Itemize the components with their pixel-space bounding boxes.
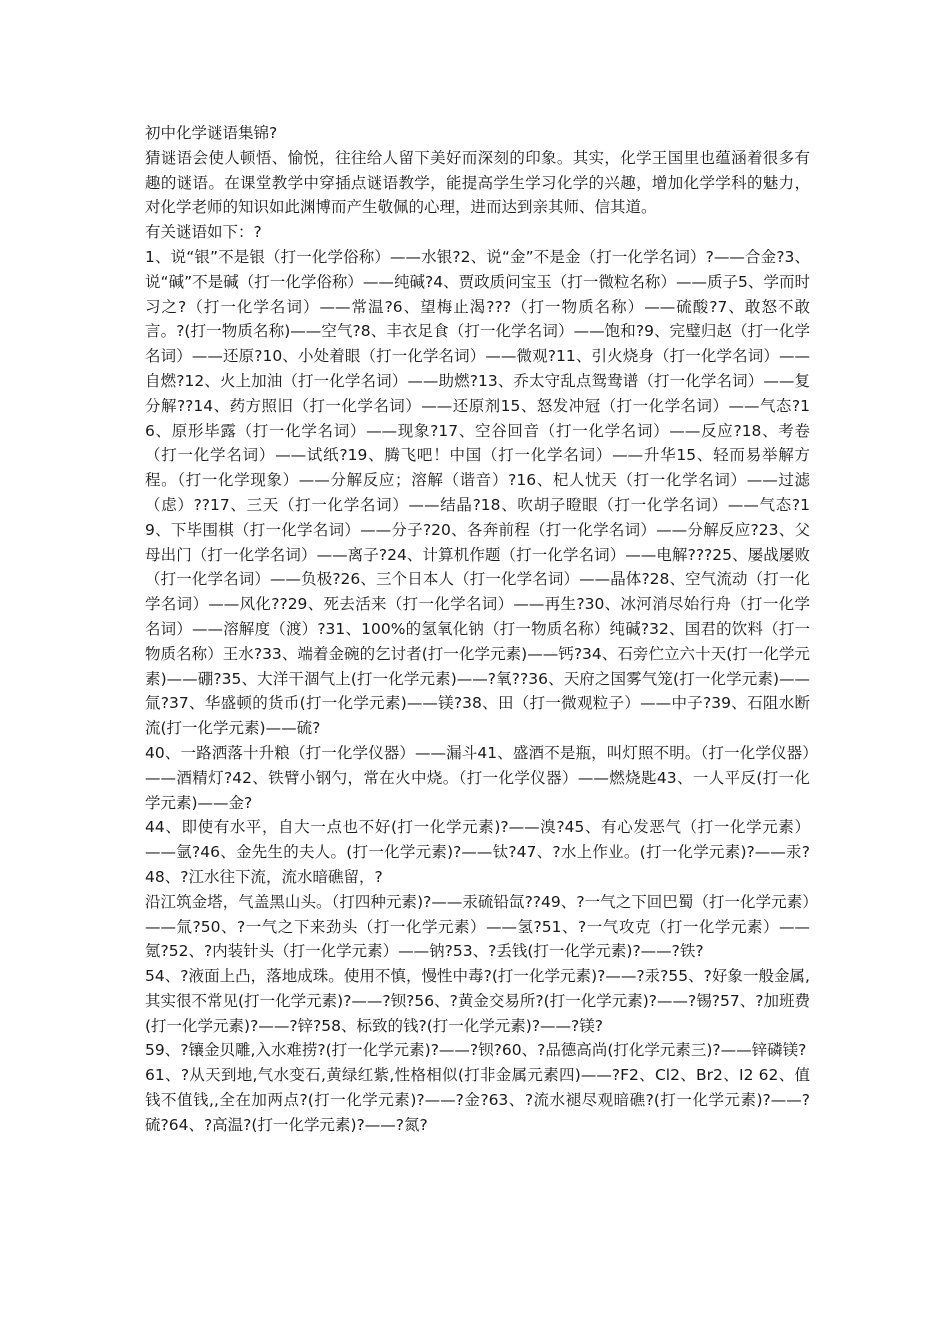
- riddle-paragraph: 沿江筑金塔，气盖黑山头。（打四种元素)?——汞硫铅氙??49、?一气之下回巴蜀（打一化学元素）——氚?50、?一气之下来劲头（打一化学元素）——氢?51、?一气攻克（打一化学元素）——氪?52、?内装针头（打一化学元素）——钠?53、?丢钱(打一化学元素)?——?铁?: [145, 892, 810, 961]
- riddle-paragraph: 40、一路洒落十升粮（打一化学仪器）——漏斗41、盛酒不是瓶，叫灯照不明。（打一化学仪器）——酒精灯?42、铁臂小钢勺，常在火中烧。（打一化学仪器）——燃烧匙43、一人平反(打一化学元素)——金?: [145, 743, 810, 812]
- riddle-paragraph: 61、?从天到地,气水变石,黄绿红紫,性格相似(打非金属元素四)——?F2、Cl2、Br2、I2 62、值钱不值钱,,全在加两点?(打一化学元素)?——?金?63、?流水褪尽观暗礁?(打一化学元素)?——?硫?64、?高温?(打一化学元素)?——?氮?: [145, 1066, 810, 1134]
- riddle-paragraph: 59、?镶金贝雕,入水难捞?(打一化学元素)?——?钡?60、?品德高尚(打化学元素三)?——锌磷镁?: [145, 1041, 807, 1060]
- intro-paragraph: 猜谜语会使人顿悟、愉悦，往往给人留下美好而深刻的印象。其实，化学王国里也蕴涵着很多有趣的谜语。在课堂教学中穿插点谜语教学，能提高学生学习化学的兴趣，增加化学学科的魅力，对化学老师的知识如此渊博而产生敬佩的心理，进而达到亲其师、信其道。: [145, 148, 810, 217]
- riddle-paragraph: 44、即使有水平，自大一点也不好(打一化学元素)?——溴?45、有心发恶气（打一化学元素）——氩?46、金先生的夫人。(打一化学元素)?——钛?47、?水上作业。(打一化学元素)?——汞?48、?江水往下流，流水暗礁留，?: [145, 818, 810, 886]
- document-body: [145, 121, 810, 1138]
- document-title: 初中化学谜语集锦?: [145, 124, 278, 142]
- riddle-paragraph: 54、?液面上凸，落地成珠。使用不慎，慢性中毒?(打一化学元素)?——?汞?55、?好象一般金属,其实很不常见(打一化学元素)?——?钡?56、?黄金交易所?(打一化学元素)?——?锡?57、?加班费(打一化学元素)?——?锌?58、标致的钱?(打一化学元素)?——?镁?: [145, 967, 810, 1035]
- riddle-paragraph: 1、说“银”不是银（打一化学俗称）——水银?2、说“金”不是金（打一化学名词）?——合金?3、说“碱”不是碱（打一化学俗称）——纯碱?4、贾政质问宝玉（打一微粒名称）——质子5、学而时习之?（打一化学名词）——常温?6、望梅止渴???（打一物质名称）——硫酸?7、敢怒不敢言。?(打一物质名称)——空气?8、丰衣足食（打一化学名词）——饱和?9、完璧归赵（打一化学名词）——还原?10、小处着眼（打一化学名词）——微观?11、引火烧身（打一化学名词）——自燃?12、火上加油（打一化学名词）——助燃?13、乔太守乱点鸳鸯谱（打一化学名词）——复分解??14、药方照旧（打一化学名词）——还原剂15、怒发冲冠（打一化学名词）——气态?16、原形毕露（打一化学名词）——现象?17、空谷回音（打一化学名词）——反应?18、考卷（打一化学名词）——试纸?19、腾飞吧！中国（打一化学名词）——升华15、轻而易举解方程。（打一化学现象）——分解反应；溶解（谐音）?16、杞人忧天（打一化学名词）——过滤（虑）??17、三天（打一化学名词）——结晶?18、吹胡子瞪眼（打一化学名词）——气态?19、下毕围棋（打一化学名词）——分子?20、各奔前程（打一化学名词）——分解反应?23、父母出门（打一化学名词）——离子?24、计算机作题（打一化学名词）——电解???25、屡战屡败（打一化学名词）——负极?26、三个日本人（打一化学名词）——晶体?28、空气流动（打一化学名词）——风化??29、死去活来（打一化学名词）——再生?30、冰河消尽始行舟（打一化学名词）——溶解度（渡）?31、100%的氢氧化钠（打一物质名称）纯碱?32、国君的饮料（打一物质名称）王水?33、端着金碗的乞讨者(打一化学元素)——钙?34、石旁伫立六十天(打一化学元素)——硼?35、大洋干涸气上(打一化学元素)——?氧??36、天府之国雾气笼(打一化学元素)——氚?37、华盛顿的货币(打一化学元素)——镁?38、田（打一微观粒子）——中子?39、石阻水断流(打一化学元素)——硫?: [145, 247, 810, 738]
- lead-line: 有关谜语如下：?: [145, 223, 262, 242]
